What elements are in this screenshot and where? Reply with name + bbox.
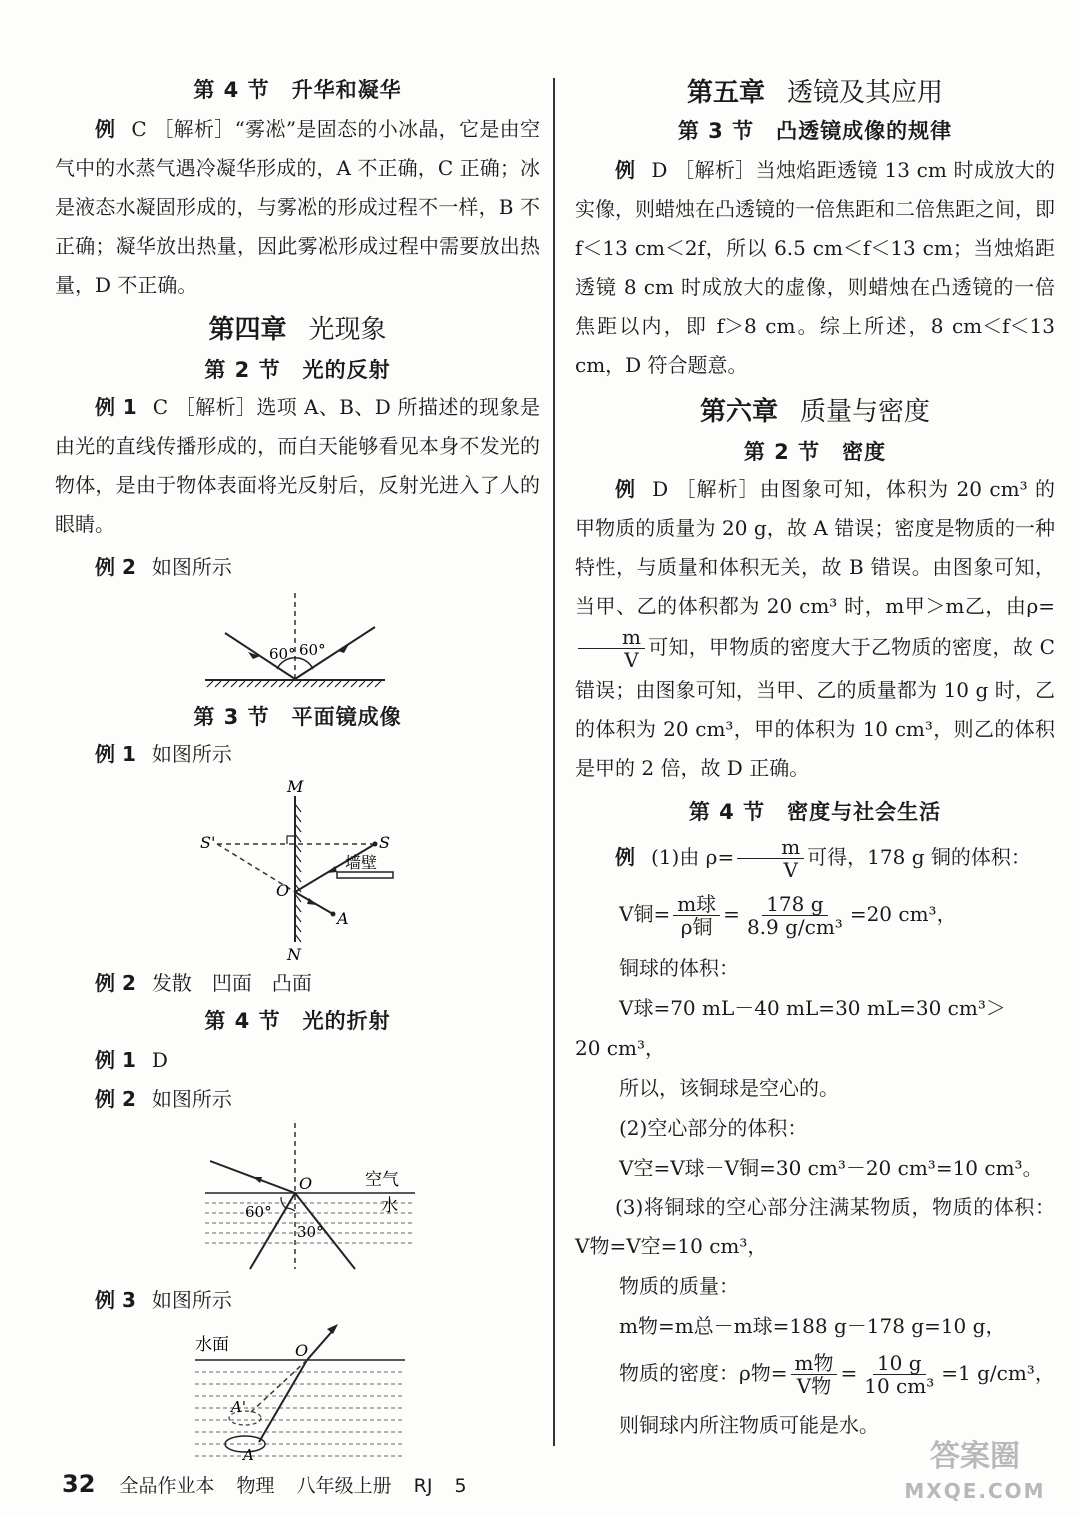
image-point-label: S' — [200, 833, 216, 852]
air-ray — [307, 1328, 335, 1360]
angle-left-label: 60° — [269, 645, 296, 663]
example-text: 如图所示 — [151, 555, 232, 579]
example-paragraph — [55, 964, 540, 1003]
fraction-numerator: m — [737, 836, 804, 859]
chapter-number: 第五章 — [686, 78, 765, 108]
example-text: 如图所示 — [151, 742, 232, 766]
point-O-label: O — [299, 1174, 313, 1193]
book-title: 全品作业本 — [119, 1475, 215, 1497]
point-N-label: N — [287, 945, 301, 964]
text-line: 则铜球内所注物质可能是水。 — [619, 1413, 879, 1437]
section-title: 第 4 节 升华和凝华 — [193, 78, 402, 102]
chapter-title — [575, 391, 1055, 428]
point-S-label: S — [379, 833, 390, 852]
page-number: 32 — [62, 1470, 96, 1498]
angle-2-label: 30° — [297, 1223, 324, 1241]
text-line: (3)将铜球的空心部分注满某物质，物质的体积：V物=V空=10 cm³， — [575, 1195, 1055, 1258]
point-M-label: M — [287, 777, 304, 796]
grade: 八年级上册 — [296, 1475, 392, 1497]
example-paragraph — [575, 151, 1055, 385]
refracted-arrow — [253, 1177, 262, 1183]
example-text: 可得，178 g 铜的体积： — [807, 845, 1031, 869]
air-label: 空气 — [365, 1170, 399, 1190]
text-line: 物质的质量： — [619, 1274, 739, 1298]
section-title: 第 4 节 光的折射 — [204, 1009, 391, 1033]
text-line: V空=V球－V铜=30 cm³－20 cm³=10 cm³。 — [619, 1156, 1043, 1180]
example-label: 例 — [615, 158, 636, 182]
refraction-diagram — [55, 1119, 540, 1279]
fraction-numerator: m — [578, 626, 645, 649]
fraction-denominator: V — [783, 858, 798, 882]
equation-part: 物质的密度：ρ物= — [619, 1361, 788, 1385]
density-fraction — [578, 626, 645, 671]
fraction — [673, 893, 720, 938]
page-footer — [62, 1470, 483, 1498]
watermark-text: 答案圈 — [930, 1439, 1020, 1474]
ray-arrow — [327, 1324, 338, 1334]
point-A-label: A — [243, 1446, 254, 1460]
fraction-denominator: ρ铜 — [680, 915, 713, 939]
fraction-numerator: 10 g — [873, 1352, 926, 1375]
edition: RJ — [413, 1475, 433, 1497]
angle-1-label: 60° — [245, 1203, 272, 1221]
refracted-ray — [210, 1161, 295, 1193]
fraction — [743, 893, 847, 938]
equation-part: = — [723, 902, 740, 926]
fish-refraction-diagram — [55, 1320, 540, 1460]
chapter-number: 第六章 — [699, 397, 778, 427]
equation-part: = — [840, 1361, 858, 1385]
watermark-url: MXQE.COM — [904, 1479, 1046, 1503]
surface-label: 水面 — [195, 1335, 229, 1355]
example-paragraph — [55, 1281, 540, 1320]
fraction — [860, 1352, 938, 1397]
section-title: 第 4 节 密度与社会生活 — [688, 800, 942, 824]
example-label: 例 1 — [95, 395, 137, 419]
fraction-denominator: 10 cm³ — [864, 1374, 935, 1398]
example-text: D — [151, 1048, 168, 1072]
example-paragraph — [55, 388, 540, 544]
example-paragraph — [55, 110, 540, 305]
example-paragraph — [575, 470, 1055, 788]
chapter-name: 质量与密度 — [800, 397, 931, 427]
equation-density — [575, 1352, 1055, 1397]
fraction-denominator: V — [624, 648, 639, 672]
example-text: C ［解析］选项 A、B、D 所描述的现象是由光的直线传播形成的，而白天能够看见本身不发光的物体，是由于物体表面将光反射后，反射光进入了人的眼睛。 — [55, 395, 540, 536]
example-paragraph — [575, 836, 1055, 881]
chapter-name: 光现象 — [308, 315, 387, 345]
example-label: 例 — [615, 845, 635, 869]
wall — [337, 872, 393, 878]
fraction-denominator: 8.9 g/cm³ — [746, 915, 843, 939]
example-paragraph — [55, 1080, 540, 1119]
example-label: 例 1 — [95, 1048, 136, 1072]
chapter-title — [575, 72, 1055, 109]
reflection-diagram — [55, 587, 540, 699]
section-title: 第 3 节 平面镜成像 — [193, 705, 402, 729]
text-line: 20 cm³， — [575, 1036, 665, 1060]
text-line: (2)空心部分的体积： — [619, 1116, 808, 1140]
density-fraction — [737, 836, 804, 881]
wall-label: 墙壁 — [345, 853, 378, 872]
fraction-denominator: V物 — [796, 1374, 832, 1398]
fraction-numerator: m物 — [791, 1352, 838, 1375]
equation-part: V铜= — [619, 902, 671, 926]
section-title: 第 2 节 光的反射 — [204, 358, 391, 382]
density-symbol: ρ= — [1026, 594, 1055, 618]
subject: 物理 — [236, 1475, 275, 1497]
example-text: C ［解析］“雾凇”是固态的小冰晶，它是由空气中的水蒸气遇冷凝华形成的，A 不正确，C 正确；冰是液态水凝固形成的，与雾凇的形成过程不一样，B 不正确；凝华放出热量，因此雾凇形成过程中需要放出热量，D 不正确。 — [55, 117, 540, 297]
section-title: 第 3 节 凸透镜成像的规律 — [677, 119, 953, 143]
section-title: 第 2 节 密度 — [743, 440, 887, 464]
fraction-numerator: m球 — [673, 893, 720, 916]
example-text: D ［解析］当烛焰距透镜 13 cm 时成放大的实像，则蜡烛在凸透镜的一倍焦距和二倍焦距之间，即 f＜13 cm＜2f，所以 6.5 cm＜f＜13 cm；当烛焰距透镜 8 cm 时成放大的虚像，则蜡烛在凸透镜的一倍焦距以内，即 f＞8 cm。综上所述，8 cm＜f＜13 cm，D 符合题意。 — [575, 158, 1055, 377]
point-O-label: O — [295, 1341, 309, 1360]
angle-right-label: 60° — [299, 641, 326, 659]
equation-part: =20 cm³， — [849, 902, 957, 926]
chapter-title — [55, 309, 540, 346]
example-paragraph — [55, 548, 540, 587]
example-label: 例 — [95, 117, 116, 141]
example-paragraph — [55, 735, 540, 774]
fraction — [791, 1352, 838, 1397]
text-line: m物=m总－m球=188 g－178 g=10 g， — [619, 1314, 1006, 1338]
image-point-label: A' — [231, 1398, 246, 1416]
equation-part: =1 g/cm³， — [941, 1361, 1055, 1385]
water-lines — [195, 1372, 405, 1456]
example-paragraph — [55, 1041, 540, 1080]
point-A-label: A — [337, 909, 349, 928]
volume-number: 5 — [454, 1475, 467, 1497]
example-label: 例 2 — [95, 1087, 136, 1111]
example-label: 例 2 — [95, 971, 136, 995]
fraction-numerator: 178 g — [762, 893, 827, 916]
column-divider — [553, 78, 555, 1446]
plane-mirror-diagram — [55, 774, 540, 964]
mirror-hatching — [207, 681, 381, 687]
point-O-label: O — [276, 881, 290, 900]
example-text: 可知，甲物质的密度大于乙物质的密度，故 C 错误；由图象可知，当甲、乙的质量都为 10 g 时，乙的体积为 20 cm³，甲的体积为 10 cm³，则乙的体积是甲的 2 倍，故 D 正确。 — [575, 635, 1055, 780]
example-text: 如图所示 — [151, 1288, 232, 1312]
virtual-ray — [251, 1360, 307, 1412]
right-column — [575, 70, 1055, 1445]
text-line: V球=70 mL－40 mL=30 mL=30 cm³＞ — [619, 996, 1006, 1020]
example-text: 发散 凹面 凸面 — [151, 971, 312, 995]
angle-arc-2 — [286, 1208, 295, 1211]
example-label: 例 2 — [95, 555, 136, 579]
example-text: (1)由 ρ= — [651, 845, 735, 869]
chapter-number: 第四章 — [208, 315, 287, 345]
left-column — [55, 70, 540, 1460]
text-line: 所以，该铜球是空心的。 — [619, 1076, 839, 1100]
example-text: 如图所示 — [151, 1087, 232, 1111]
chapter-name: 透镜及其应用 — [787, 78, 944, 108]
example-label: 例 1 — [95, 742, 136, 766]
equation-copper-volume — [575, 893, 1055, 938]
right-angle-mark — [287, 836, 295, 844]
point-A — [331, 912, 336, 917]
watermark-logo — [890, 1440, 1060, 1510]
example-label: 例 3 — [95, 1288, 136, 1312]
text-line: 铜球的体积： — [619, 956, 739, 980]
example-text: D ［解析］由图象可知，体积为 20 cm³ 的甲物质的质量为 20 g，故 A 错误；密度是物质的一种特性，与质量和体积无关，故 B 错误。由图象可知，当甲、乙的体积都为 20 cm³ 时，m甲＞m乙，由 — [575, 477, 1056, 618]
reflected-arrow — [338, 644, 349, 653]
example-label: 例 — [615, 477, 637, 501]
water-label: 水 — [381, 1196, 398, 1216]
